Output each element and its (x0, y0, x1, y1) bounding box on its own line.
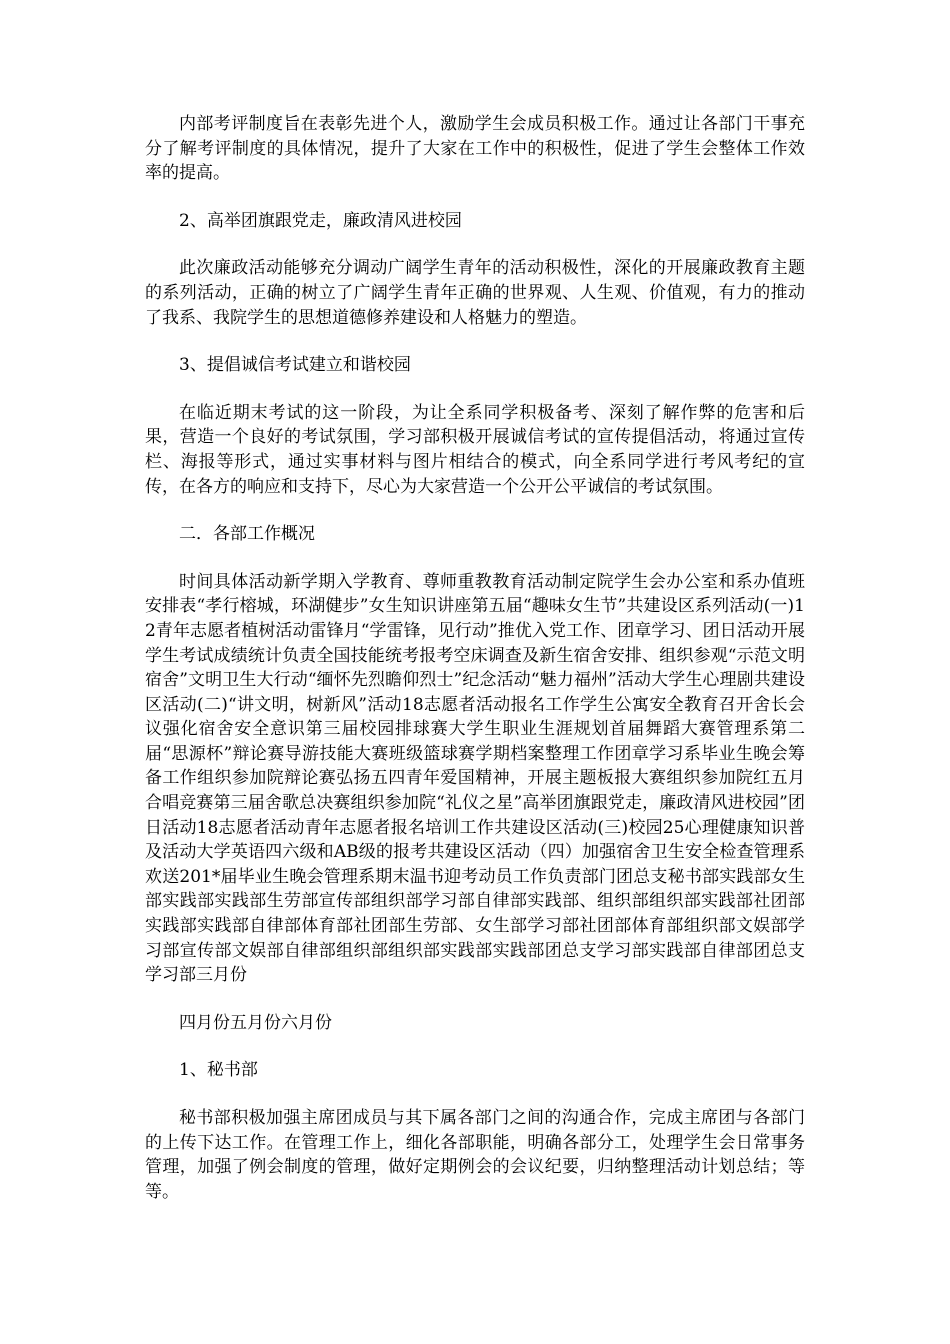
heading-department-overview: 二．各部工作概况 (179, 524, 315, 545)
paragraph-secretariat: 秘书部积极加强主席团成员与其下属各部门之间的沟通合作，完成主席团与各部门的上传下达工作。在管理工作上，细化各部职能，明确各部分工，处理学生会日常事务管理，加强了例会制度的管理，做好定期例会的会议纪要，归纳整理活动计划总结；等等。 (145, 1108, 805, 1202)
document-body (145, 112, 805, 1227)
heading-honest-exam: 3、提倡诚信考试建立和谐校园 (179, 355, 411, 376)
paragraph-activity-schedule: 时间具体活动新学期入学教育、尊师重教教育活动制定院学生会办公室和系办值班安排表“孝行榕城，环湖健步”女生知识讲座第五届“趣味女生节”共建设区系列活动(一)12青年志愿者植树活动雷锋月“学雷锋，见行动”推优入党工作、团章学习、团日活动开展学生考试成绩统计负责全国技能统考报考空床调查及新生宿舍安排、组织参观“示范文明宿舍”文明卫生大行动“缅怀先烈瞻仰烈士”纪念活动“魅力福州”活动大学生心理剧共建设区活动(二)“讲文明，树新风”活动18志愿者活动报名工作学生公寓安全教育召开舍长会议强化宿舍安全意识第三届校园排球赛大学生职业生涯规划首届舞蹈大赛管理系第二届“思源杯”辩论赛导游技能大赛班级篮球赛学期档案整理工作团章学习系毕业生晚会筹备工作组织参加院辩论赛弘扬五四青年爱国精神，开展主题板报大赛组织参加院红五月合唱竞赛第三届舍歌总决赛组织参加院“礼仪之星”高举团旗跟党走，廉政清风进校园”团日活动18志愿者活动青年志愿者报名培训工作共建设区活动(三)校园25心理健康知识普及活动大学英语四六级和AB级的报考共建设区活动（四）加强宿舍卫生安全检查管理系欢送201*届毕业生晚会管理系期末温书迎考动员工作负责部门团总支秘书部实践部女生部实践部实践部生劳部宣传部组织部学习部自律部实践部、组织部组织部实践部社团部实践部实践部自律部体育部社团部生劳部、女生部学习部社团部体育部组织部文娱部学习部宣传部文娱部自律部组织部组织部实践部实践部团总支学习部实践部自律部团总支学习部三月份 (145, 571, 805, 986)
heading-secretariat: 1、秘书部 (179, 1060, 258, 1081)
paragraph-honest-exam: 在临近期末考试的这一阶段，为让全系同学积极备考、深刻了解作弊的危害和后果，营造一个良好的考试氛围，学习部积极开展诚信考试的宣传提倡活动，将通过宣传栏、海报等形式，通过实事材料与图片相结合的模式，向全系同学进行考风考纪的宣传，在各方的响应和支持下，尽心为大家营造一个公开公平诚信的考试氛围。 (145, 402, 805, 497)
heading-party-flag: 2、高举团旗跟党走，廉政清风进校园 (179, 210, 462, 231)
heading-months: 四月份五月份六月份 (179, 1012, 332, 1033)
paragraph-evaluation-system: 内部考评制度旨在表彰先进个人，激励学生会成员积极工作。通过让各部门干事充分了解考评制度的具体情况，提升了大家在工作中的积极性，促进了学生会整体工作效率的提高。 (145, 114, 805, 184)
paragraph-clean-governance: 此次廉政活动能够充分调动广阔学生青年的活动积极性，深化的开展廉政教育主题的系列活动，正确的树立了广阔学生青年正确的世界观、人生观、价值观，有力的推动了我系、我院学生的思想道德修养建设和人格魅力的塑造。 (145, 258, 805, 328)
